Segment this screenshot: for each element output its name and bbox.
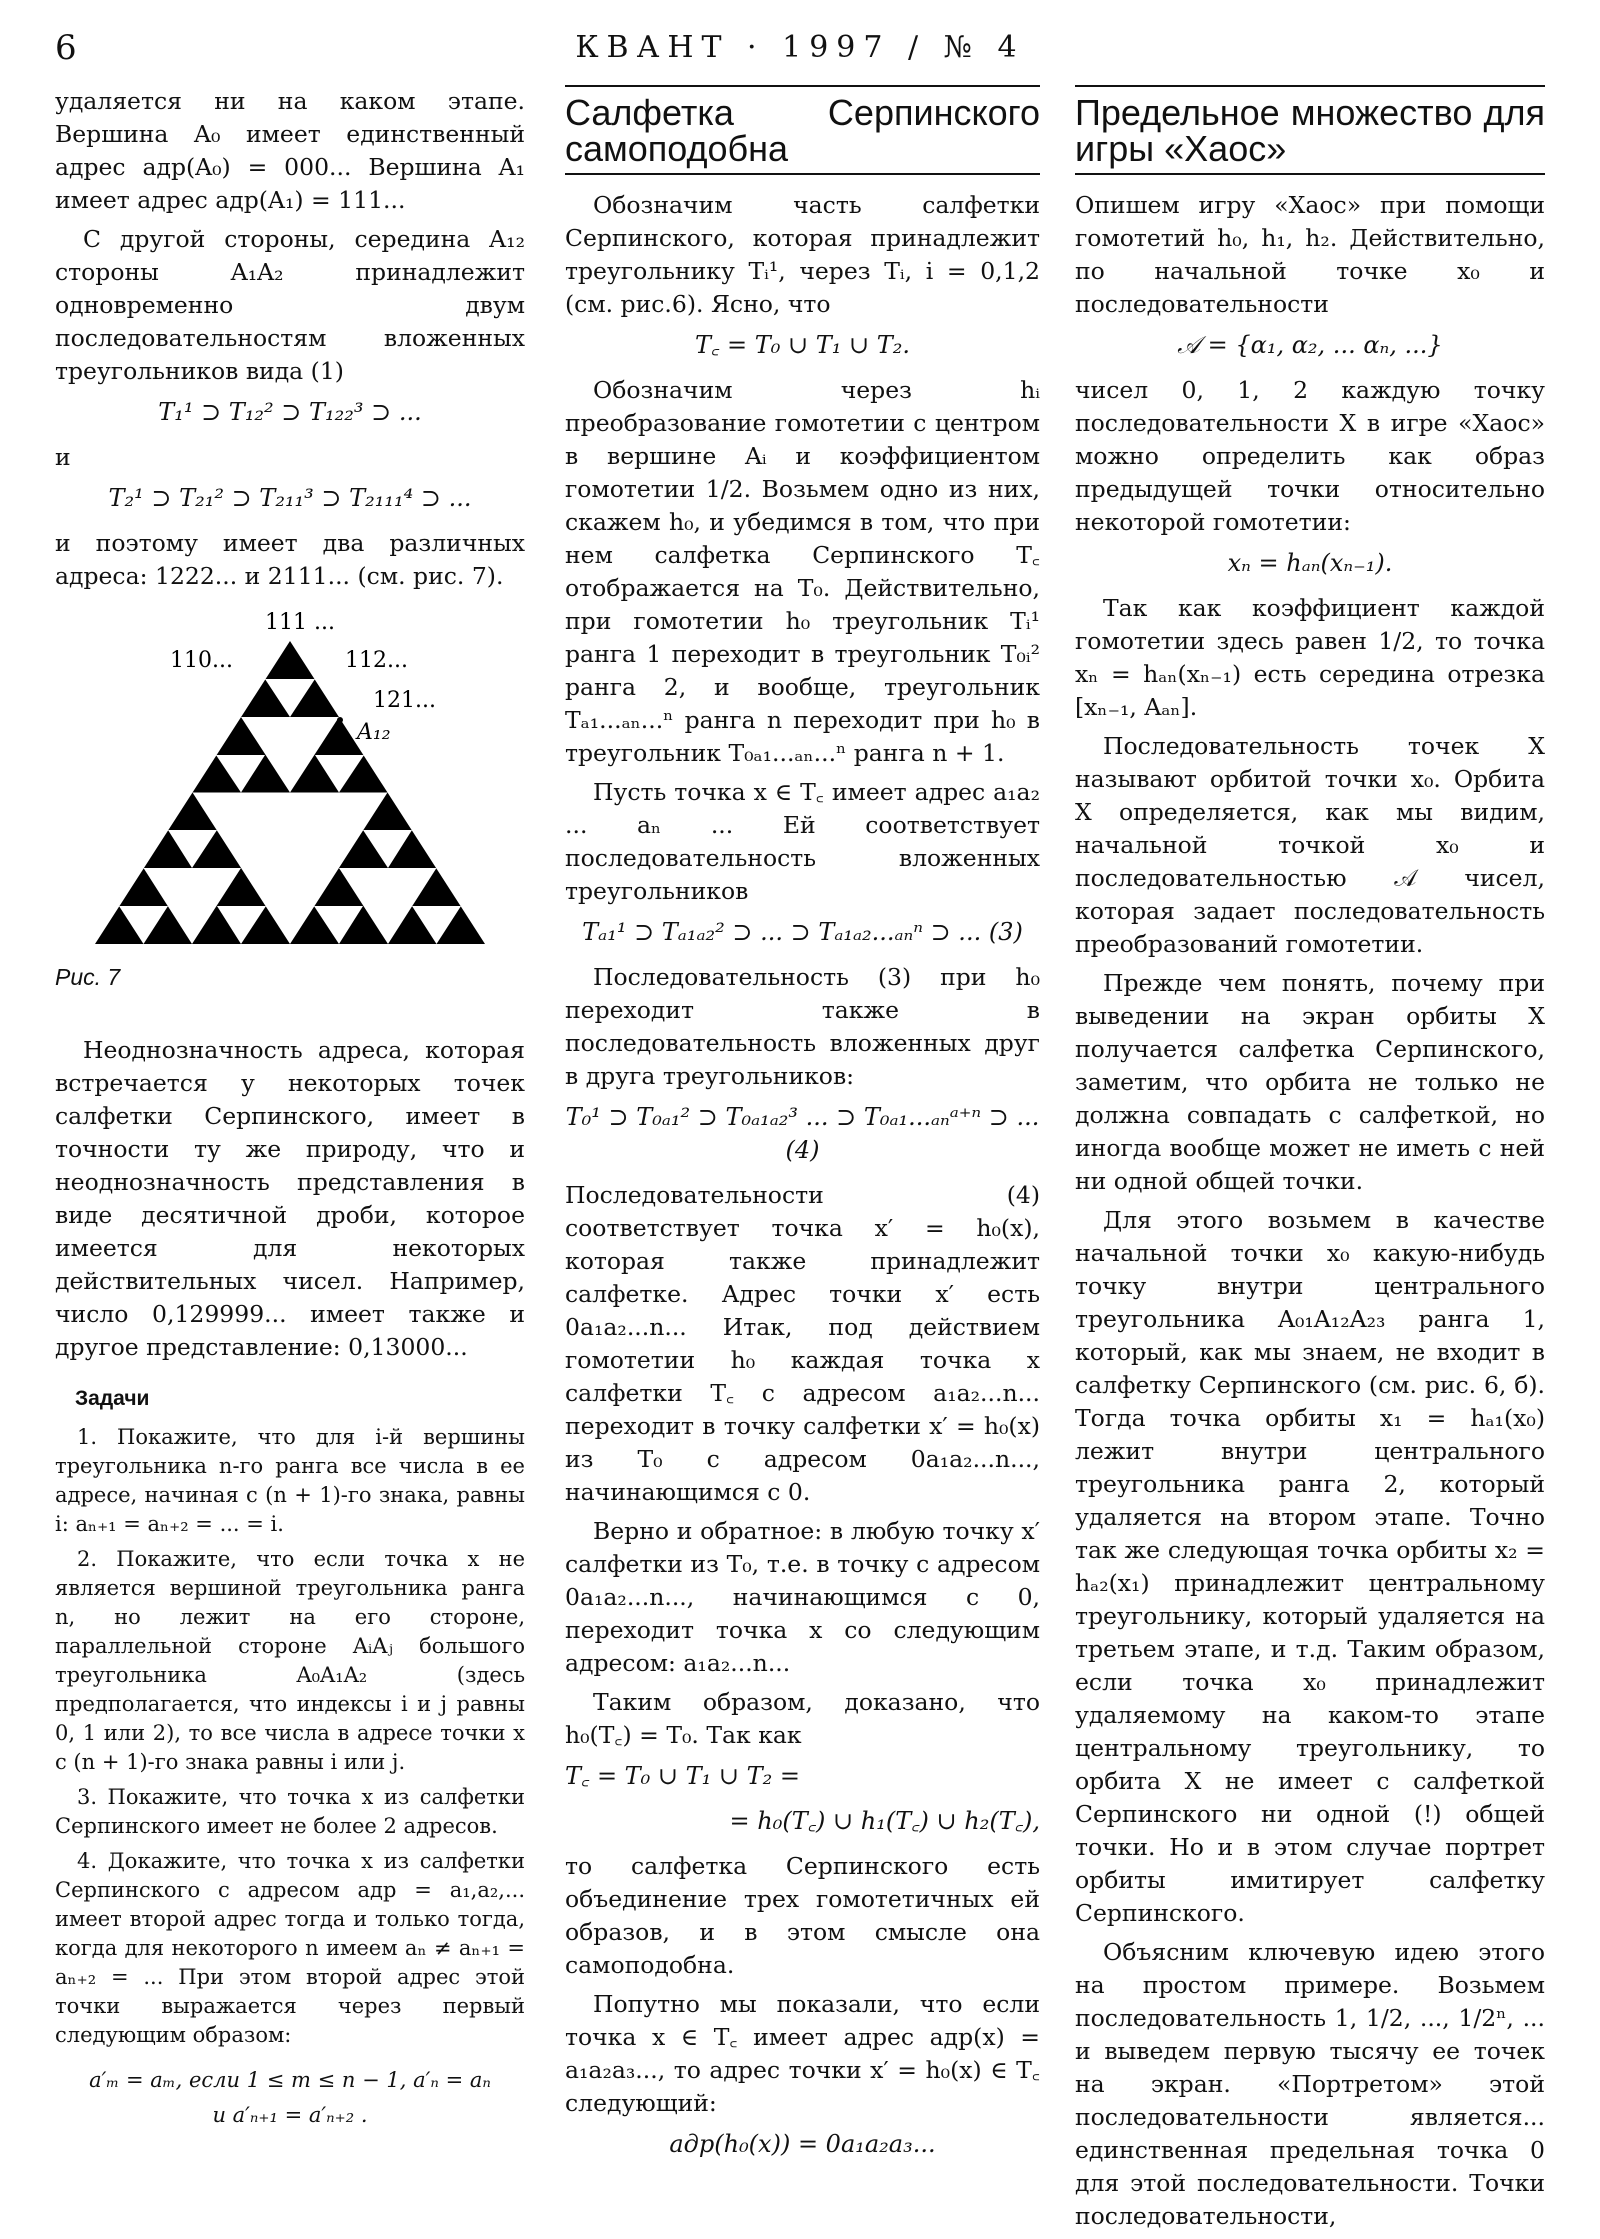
column-2 [565,85,1040,2173]
point-a12 [337,717,343,723]
fig-label: 111 ... [265,610,335,635]
fig-label: 112... [345,648,408,673]
paragraph: удаляется ни на каком этапе. Вершина A₀ имеет единственный адрес адр(A₀) = 000... Вершина A₁ имеет адрес адр(A₁) = 111... [55,87,525,214]
sierpinski-triangle [55,599,525,959]
task-item: 2. Покажите, что если точка x не является вершиной треугольника ранга n, но лежит на его стороне, параллельной стороне AᵢAⱼ большого треугольника A₀A₁A₂ (здесь предполагается, что индексы i и j равны 0, 1 или 2), то все числа в адресе точки x с (n + 1)-го знака равны i или j. [55,1547,525,1774]
paragraph: Так как коэффициент каждой гомотетии здесь равен 1/2, то точка xₙ = hₐₙ(xₙ₋₁) есть середина отрезка [xₙ₋₁, Aₐₙ]. [1075,594,1545,721]
paragraph: Неоднозначность адреса, которая встречается у некоторых точек салфетки Серпинского, имеет в точности ту же природу, что и неоднозначность представления в виде десятичной дроби, которое имеется для некоторых действительных чисел. Например, число 0,129999... имеет также и другое представление: 0,13000... [55,1036,525,1361]
paragraph: Прежде чем понять, почему при выведении на экран орбиты X получается салфетка Серпинского, заметим, что орбита не только не должна совпадать с салфеткой, но иногда вообще может не иметь с ней ни одной общей точки. [1075,969,1545,1195]
fig-label: 121... [373,688,436,713]
formula: T₁¹ ⊃ T₁₂² ⊃ T₁₂₂³ ⊃ ... [158,398,422,426]
paragraph: и [55,443,71,471]
formula: и a′ₙ₊₁ = a′ₙ₊₂ . [212,2103,368,2127]
paragraph: Для этого возьмем в качестве начальной точки x₀ какую-нибудь точку внутри центрального треугольника A₀₁A₁₂A₂₃ ранга 1, который, как мы знаем, не входит в салфетку Серпинского (см. рис. 6, б). Тогда точка орбиты x₁ = hₐ₁(x₀) лежит внутри центрального треугольника ранга 2, который удаляется на втором этапе. Точно так же следующая точка орбиты x₂ = hₐ₂(x₁) принадлежит центральному треугольнику, который удаляется на третьем этапе, и т.д. Таким образом, если точка x₀ принадлежит удаляемому на каком-то этапе центральному треугольнику, то орбита X не имеет с салфеткой Серпинского ни одной (!) общей точки. Но и в этом случае портрет орбиты имитирует салфетку Серпинского. [1075,1206,1545,1927]
figure-caption: Рис. 7 [55,964,121,990]
formula: адр(h₀(x)) = 0a₁a₂a₃... [669,2130,936,2158]
page-number: 6 [55,28,77,68]
paragraph: Опишем игру «Хаос» при помощи гомотетий h₀, h₁, h₂. Действительно, по начальной точке x₀ и последовательности [1075,191,1545,318]
paragraph: С другой стороны, середина A₁₂ стороны A₁A₂ принадлежит одновременно двум последовательностям вложенных треугольников вида (1) [55,225,525,385]
column-3 [1075,85,1545,2239]
paragraph: чисел 0, 1, 2 каждую точку последовательности X в игре «Хаос» можно определить как образ предыдущей точки относительно некоторой гомотетии: [1075,376,1545,536]
paragraph: Таким образом, доказано, что h₀(T꜀) = T₀. Так как [565,1688,1040,1749]
section-title: Салфетка Серпинского самоподобна [565,85,1040,175]
fig-label: A₁₂ [357,720,391,745]
paragraph: Попутно мы показали, что если точка x ∈ T꜀ имеет адрес адр(x) = a₁a₂a₃..., то адрес точки x′ = h₀(x) ∈ T꜀ следующий: [565,1990,1040,2117]
formula: a′ₘ = aₘ, если 1 ≤ m ≤ n − 1, a′ₙ = aₙ [89,2068,491,2092]
paragraph: Обозначим через hᵢ преобразование гомотетии с центром в вершине Aᵢ и коэффициентом гомотетии 1/2. Возьмем одно из них, скажем h₀, и убедимся в том, что при нем салфетка Серпинского T꜀ отображается на T₀. Действительно, при гомотетии h₀ треугольник Tᵢ¹ ранга 1 переходит в треугольник T₀ᵢ² ранга 2, и вообще, треугольник Tₐ₁...ₐₙ...ⁿ ранга n переходит при h₀ в треугольник T₀ₐ₁...ₐₙ...ⁿ ранга n + 1. [565,376,1040,767]
paragraph: Последовательность (3) при h₀ переходит также в последовательность вложенных друг в друга треугольников: [565,963,1040,1090]
paragraph: Обозначим часть салфетки Серпинского, которая принадлежит треугольнику Tᵢ¹, через Tᵢ, i = 0,1,2 (см. рис.6). Ясно, что [565,191,1040,318]
task-item: 1. Покажите, что для i-й вершины треугольника n-го ранга все числа в ее адресе, начиная с (n + 1)-го знака, равны i: aₙ₊₁ = aₙ₊₂ = ... = i. [55,1425,525,1536]
formula: = h₀(T꜀) ∪ h₁(T꜀) ∪ h₂(T꜀), [729,1807,1040,1835]
formula: T₀¹ ⊃ T₀ₐ₁² ⊃ T₀ₐ₁ₐ₂³ ... ⊃ T₀ₐ₁...ₐₙᵃ⁺ⁿ ⊃ ... (4) [565,1103,1040,1164]
formula: T꜀ = T₀ ∪ T₁ ∪ T₂ = [565,1762,801,1790]
fig-label: 110... [170,648,233,673]
formula: T꜀ = T₀ ∪ T₁ ∪ T₂. [695,331,910,359]
paragraph: Объясним ключевую идею этого на простом примере. Возьмем последовательность 1, 1/2, ..., 1/2ⁿ, ... и выведем первую тысячу ее точек на экран. «Портретом» этой последовательности является... единственная предельная точка 0 для этой последовательности. Точки последовательности, [1075,1938,1545,2230]
section-title: Предельное множество для игры «Хаос» [1075,85,1545,175]
formula: xₙ = hₐₙ(xₙ₋₁). [1227,549,1393,577]
formula: 𝒜 = {α₁, α₂, ... αₙ, ...} [1177,331,1443,359]
column-1 [55,85,525,2132]
sierpinski-figure [55,599,525,959]
formula: T₂¹ ⊃ T₂₁² ⊃ T₂₁₁³ ⊃ T₂₁₁₁⁴ ⊃ ... [108,484,472,512]
paragraph: и поэтому имеет два различных адреса: 1222... и 2111... (см. рис. 7). [55,529,525,590]
task-item: 4. Докажите, что точка x из салфетки Серпинского с адресом адр = a₁,a₂,... имеет второй адрес тогда и только тогда, когда для некоторого n имеем aₙ ≠ aₙ₊₁ = aₙ₊₂ = ... При этом второй адрес этой точки выражается через первый следующим образом: [55,1849,525,2047]
paragraph: Верно и обратное: в любую точку x′ салфетки из T₀, т.е. в точку с адресом 0a₁a₂...n..., начинающимся с 0, переходит точка x со следующим адресом: a₁a₂...n... [565,1517,1040,1677]
task-item: 3. Покажите, что точка x из салфетки Серпинского имеет не более 2 адресов. [55,1785,525,1838]
formula: Tₐ₁¹ ⊃ Tₐ₁ₐ₂² ⊃ ... ⊃ Tₐ₁ₐ₂...ₐₙⁿ ⊃ ... (3) [582,918,1023,946]
paragraph: Последовательности (4) соответствует точка x′ = h₀(x), которая также принадлежит салфетке. Адрес точки x′ есть 0a₁a₂...n... Итак, под действием гомотетии h₀ каждая точка x салфетки T꜀ с адресом a₁a₂...n... переходит в точку салфетки x′ = h₀(x) из T₀ с адресом 0a₁a₂...n..., начинающимся с 0. [565,1181,1040,1506]
paragraph: Пусть точка x ∈ T꜀ имеет адрес a₁a₂ ... aₙ ... Ей соответствует последовательность вложенных треугольников [565,778,1040,905]
tasks-heading: Задачи [75,1387,150,1410]
removed-triangles [119,679,461,944]
paragraph: Последовательность точек X называют орбитой точки x₀. Орбита X определяется, как мы видим, начальной точкой x₀ и последовательностью 𝒜 чисел, которая задает последовательность преобразований гомотетии. [1075,732,1545,958]
journal-title: КВАНТ · 1997 / № 4 [575,30,1025,65]
paragraph: то салфетка Серпинского есть объединение трех гомотетичных ей образов, и в этом смысле она самоподобна. [565,1852,1040,1979]
